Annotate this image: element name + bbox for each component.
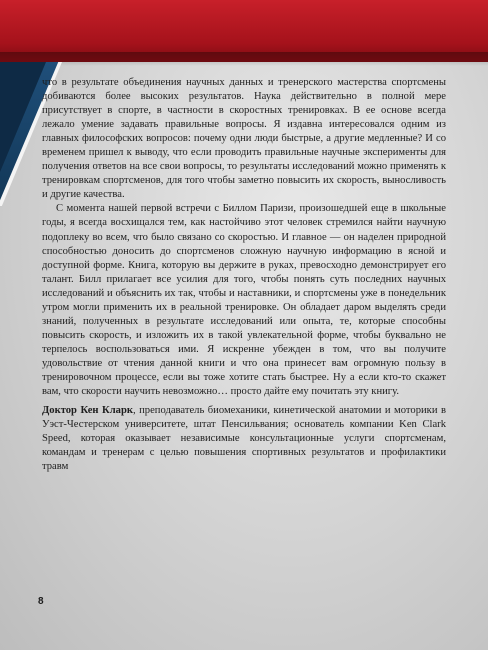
- author-signature: [42, 404, 446, 474]
- dark-corner-stripe: [0, 62, 46, 172]
- author-name: Доктор Кен Кларк: [42, 405, 133, 417]
- author-description: , преподаватель биомеханики, кинетической анатомии и моторики в Уэст-Честерском университете, штат Пенсильвания; основатель компании Ken Clark Speed, которая оказывает независимые консультационные услуги спортсменам, командам и тренерам с целью повышения спортивных результатов и профилактики травм: [42, 405, 446, 473]
- paragraph-2: С момента нашей первой встречи с Биллом Паризи, произошедшей еще в школьные годы, я всегда восхищался тем, как настойчиво этот человек стремился найти научную подоплеку во всем, что было связано со скоростью. И главное — он наделен природной способностью доносить до спортсменов сложную научную информацию в ясной и доступной форме. Книга, которую вы держите в руках, превосходно демонстрирует его талант. Билл прилагает все усилия для того, чтобы понять суть последних научных исследований и объяснить их так, чтобы и наставники, и спортсмены уже в понедельник утром могли применить их в реальной тренировке. Он обладает даром выделять среди знаний, полученных в результате исследований или опыта, те, которые способны повысить скорость, и изложить их в такой увлекательной форме, чтобы буквально не терпелось воспользоваться ими. Я искренне убежден в том, что вы получите удовольствие от чтения данной книги и что она принесет вам огромную пользу в тренировочном процессе, если вы тоже хотите стать быстрее. Ну а если кто-то скажет вам, что скорости научить невозможно… просто дайте ему почитать эту книгу.: [42, 203, 446, 398]
- banner-shadow: [0, 52, 488, 66]
- paragraph-1: что в результате объединения научных данных и тренерского мастерства спортсмены добиваются более высоких результатов. Наука действительно в полной мере присутствует в спорте, в частности в скоростных тренировках. В ее основе всегда лежало умение задавать правильные вопросы. Я издавна интересовался одним из главных философских вопросов: почему одни люди быстрые, а другие медленные? И со временем пришел к выводу, что если проводить правильные научные эксперименты для получения ответов на все свои вопросы, то результаты исследований можно применять к тренировкам спортсменов, для того чтобы заметно повысить их скорость, выносливость и другие качества.: [42, 77, 446, 201]
- body-text: [42, 76, 446, 474]
- page-number: 8: [38, 596, 44, 607]
